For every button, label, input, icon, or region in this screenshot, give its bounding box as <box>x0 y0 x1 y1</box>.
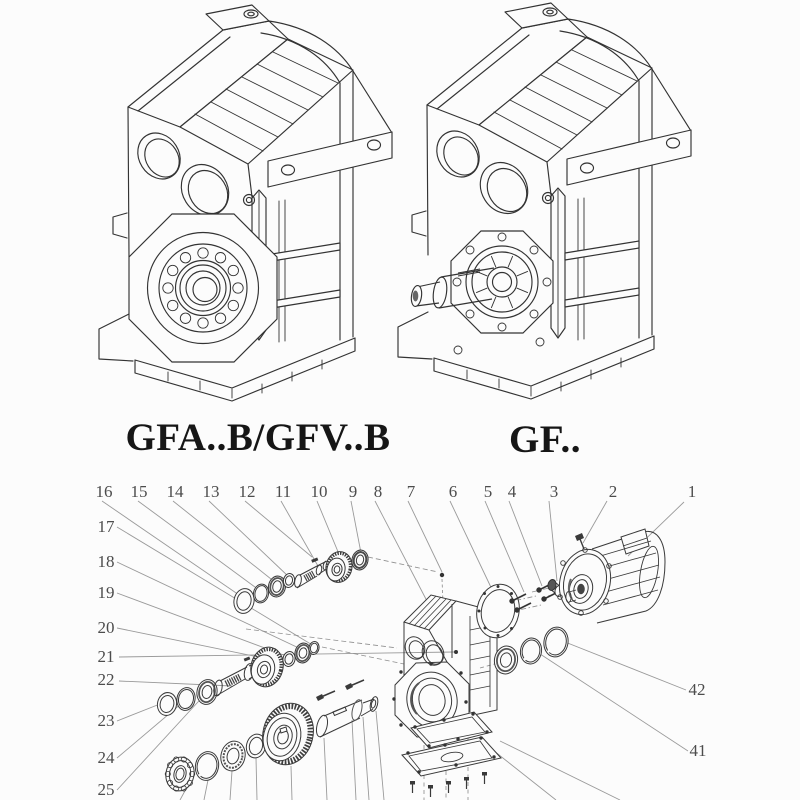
model-label-right: GF.. <box>508 418 582 461</box>
callout-7: 7 <box>406 482 416 501</box>
input-shaft-assembly <box>232 549 370 616</box>
housing-bolt <box>440 573 444 577</box>
callout-13: 13 <box>202 482 220 501</box>
model-label-left: GFA..B/GFV..B <box>125 416 391 459</box>
callout-5: 5 <box>483 482 493 501</box>
callout-2: 2 <box>608 482 618 501</box>
callout-41: 41 <box>689 741 707 760</box>
callout-42: 42 <box>688 680 706 699</box>
callout-12: 12 <box>238 482 256 501</box>
callout-21: 21 <box>97 647 115 666</box>
callout-4: 4 <box>507 482 517 501</box>
callouts <box>96 482 707 799</box>
callout-6: 6 <box>448 482 458 501</box>
callout-10: 10 <box>310 482 328 501</box>
callout-9: 9 <box>348 482 358 501</box>
callout-19: 19 <box>97 583 115 602</box>
figure-gf <box>398 3 691 399</box>
callout-16: 16 <box>95 482 113 501</box>
callout-1: 1 <box>687 482 697 501</box>
callout-24: 24 <box>97 748 115 767</box>
motor-assembly <box>553 529 665 623</box>
callout-25: 25 <box>97 780 115 799</box>
callout-18: 18 <box>97 552 115 571</box>
callout-20: 20 <box>97 618 115 637</box>
hollow-shaft-bearing-boss <box>129 214 277 362</box>
output-gear <box>256 698 320 770</box>
callout-14: 14 <box>166 482 184 501</box>
callout-22: 22 <box>97 670 115 689</box>
figure-gfa-b-gfv-b <box>99 5 392 401</box>
output-flange-and-shaft <box>410 231 553 354</box>
exploded-view <box>96 482 707 800</box>
callout-23: 23 <box>97 711 115 730</box>
callout-8: 8 <box>373 482 383 501</box>
callout-15: 15 <box>130 482 148 501</box>
callout-3: 3 <box>549 482 559 501</box>
callout-11: 11 <box>274 482 292 501</box>
callout-17: 17 <box>97 517 115 536</box>
